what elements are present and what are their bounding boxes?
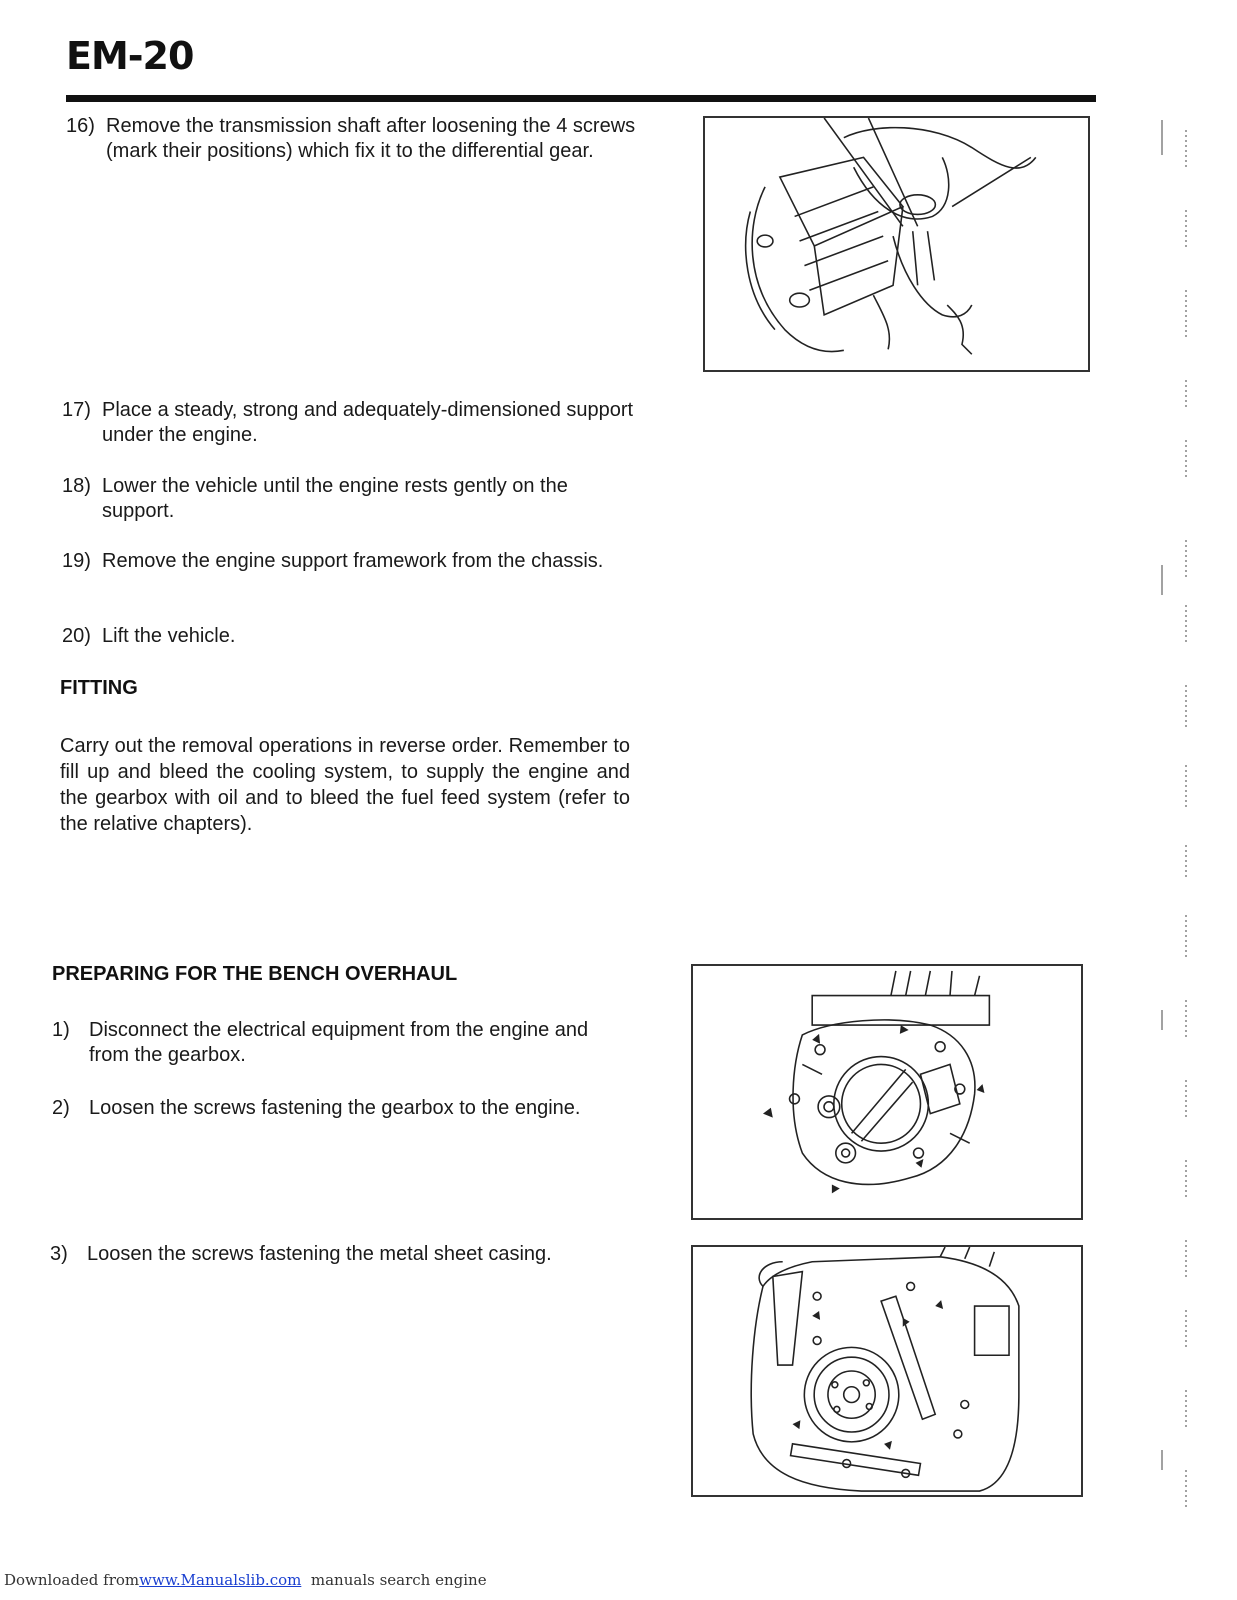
step-text: Loosen the screws fastening the gearbox to the engine. (89, 1097, 581, 1119)
step-number: 17) (62, 399, 91, 421)
step-17 (62, 398, 637, 448)
footer-prefix: Downloaded from (4, 1571, 140, 1589)
scan-margin-artifacts (1150, 110, 1210, 1570)
step-number: 3) (50, 1243, 68, 1265)
step-text: Lower the vehicle until the engine rests gently on the support. (102, 475, 568, 522)
metal-sheet-casing-illustration (693, 1247, 1081, 1495)
page-code: EM-20 (66, 34, 194, 78)
bench-step-1 (52, 1018, 628, 1068)
step-text: Disconnect the electrical equipment from the engine and from the gearbox. (89, 1019, 589, 1066)
footer (4, 1571, 487, 1589)
header-rule (66, 95, 1096, 102)
step-number: 19) (62, 550, 91, 572)
footer-suffix: manuals search engine (310, 1571, 487, 1589)
footer-link[interactable]: www.Manualslib.com (139, 1571, 302, 1589)
bench-step-2 (52, 1096, 628, 1121)
fitting-heading: FITTING (60, 677, 138, 699)
step-text: Remove the engine support framework from the chassis. (102, 550, 604, 572)
transmission-shaft-illustration (705, 118, 1088, 370)
step-text: Lift the vehicle. (102, 625, 236, 647)
figure-metal-sheet-casing (691, 1245, 1083, 1497)
step-number: 2) (52, 1097, 70, 1119)
step-number: 1) (52, 1019, 70, 1041)
step-20 (62, 624, 637, 649)
step-19 (62, 549, 637, 574)
step-text: Place a steady, strong and adequately-dimensioned support under the engine. (102, 399, 634, 446)
step-18 (62, 474, 637, 524)
figure-transmission-shaft (703, 116, 1090, 372)
step-16 (66, 114, 641, 164)
gearbox-screws-illustration (693, 966, 1081, 1218)
step-number: 18) (62, 475, 91, 497)
bench-overhaul-heading: PREPARING FOR THE BENCH OVERHAUL (52, 963, 458, 985)
step-number: 16) (66, 115, 95, 137)
step-number: 20) (62, 625, 91, 647)
figure-gearbox-screws (691, 964, 1083, 1220)
step-text: Loosen the screws fastening the metal sheet casing. (87, 1243, 552, 1265)
fitting-paragraph: Carry out the removal operations in reverse order. Remember to fill up and bleed the cooling system, to supply the engine and the gearbox with oil and to bleed the fuel feed system (refer to the relative chapters). (60, 735, 630, 835)
step-text: Remove the transmission shaft after loosening the 4 screws (mark their positions) which fix it to the differential gear. (106, 115, 636, 162)
bench-step-3 (50, 1242, 626, 1267)
